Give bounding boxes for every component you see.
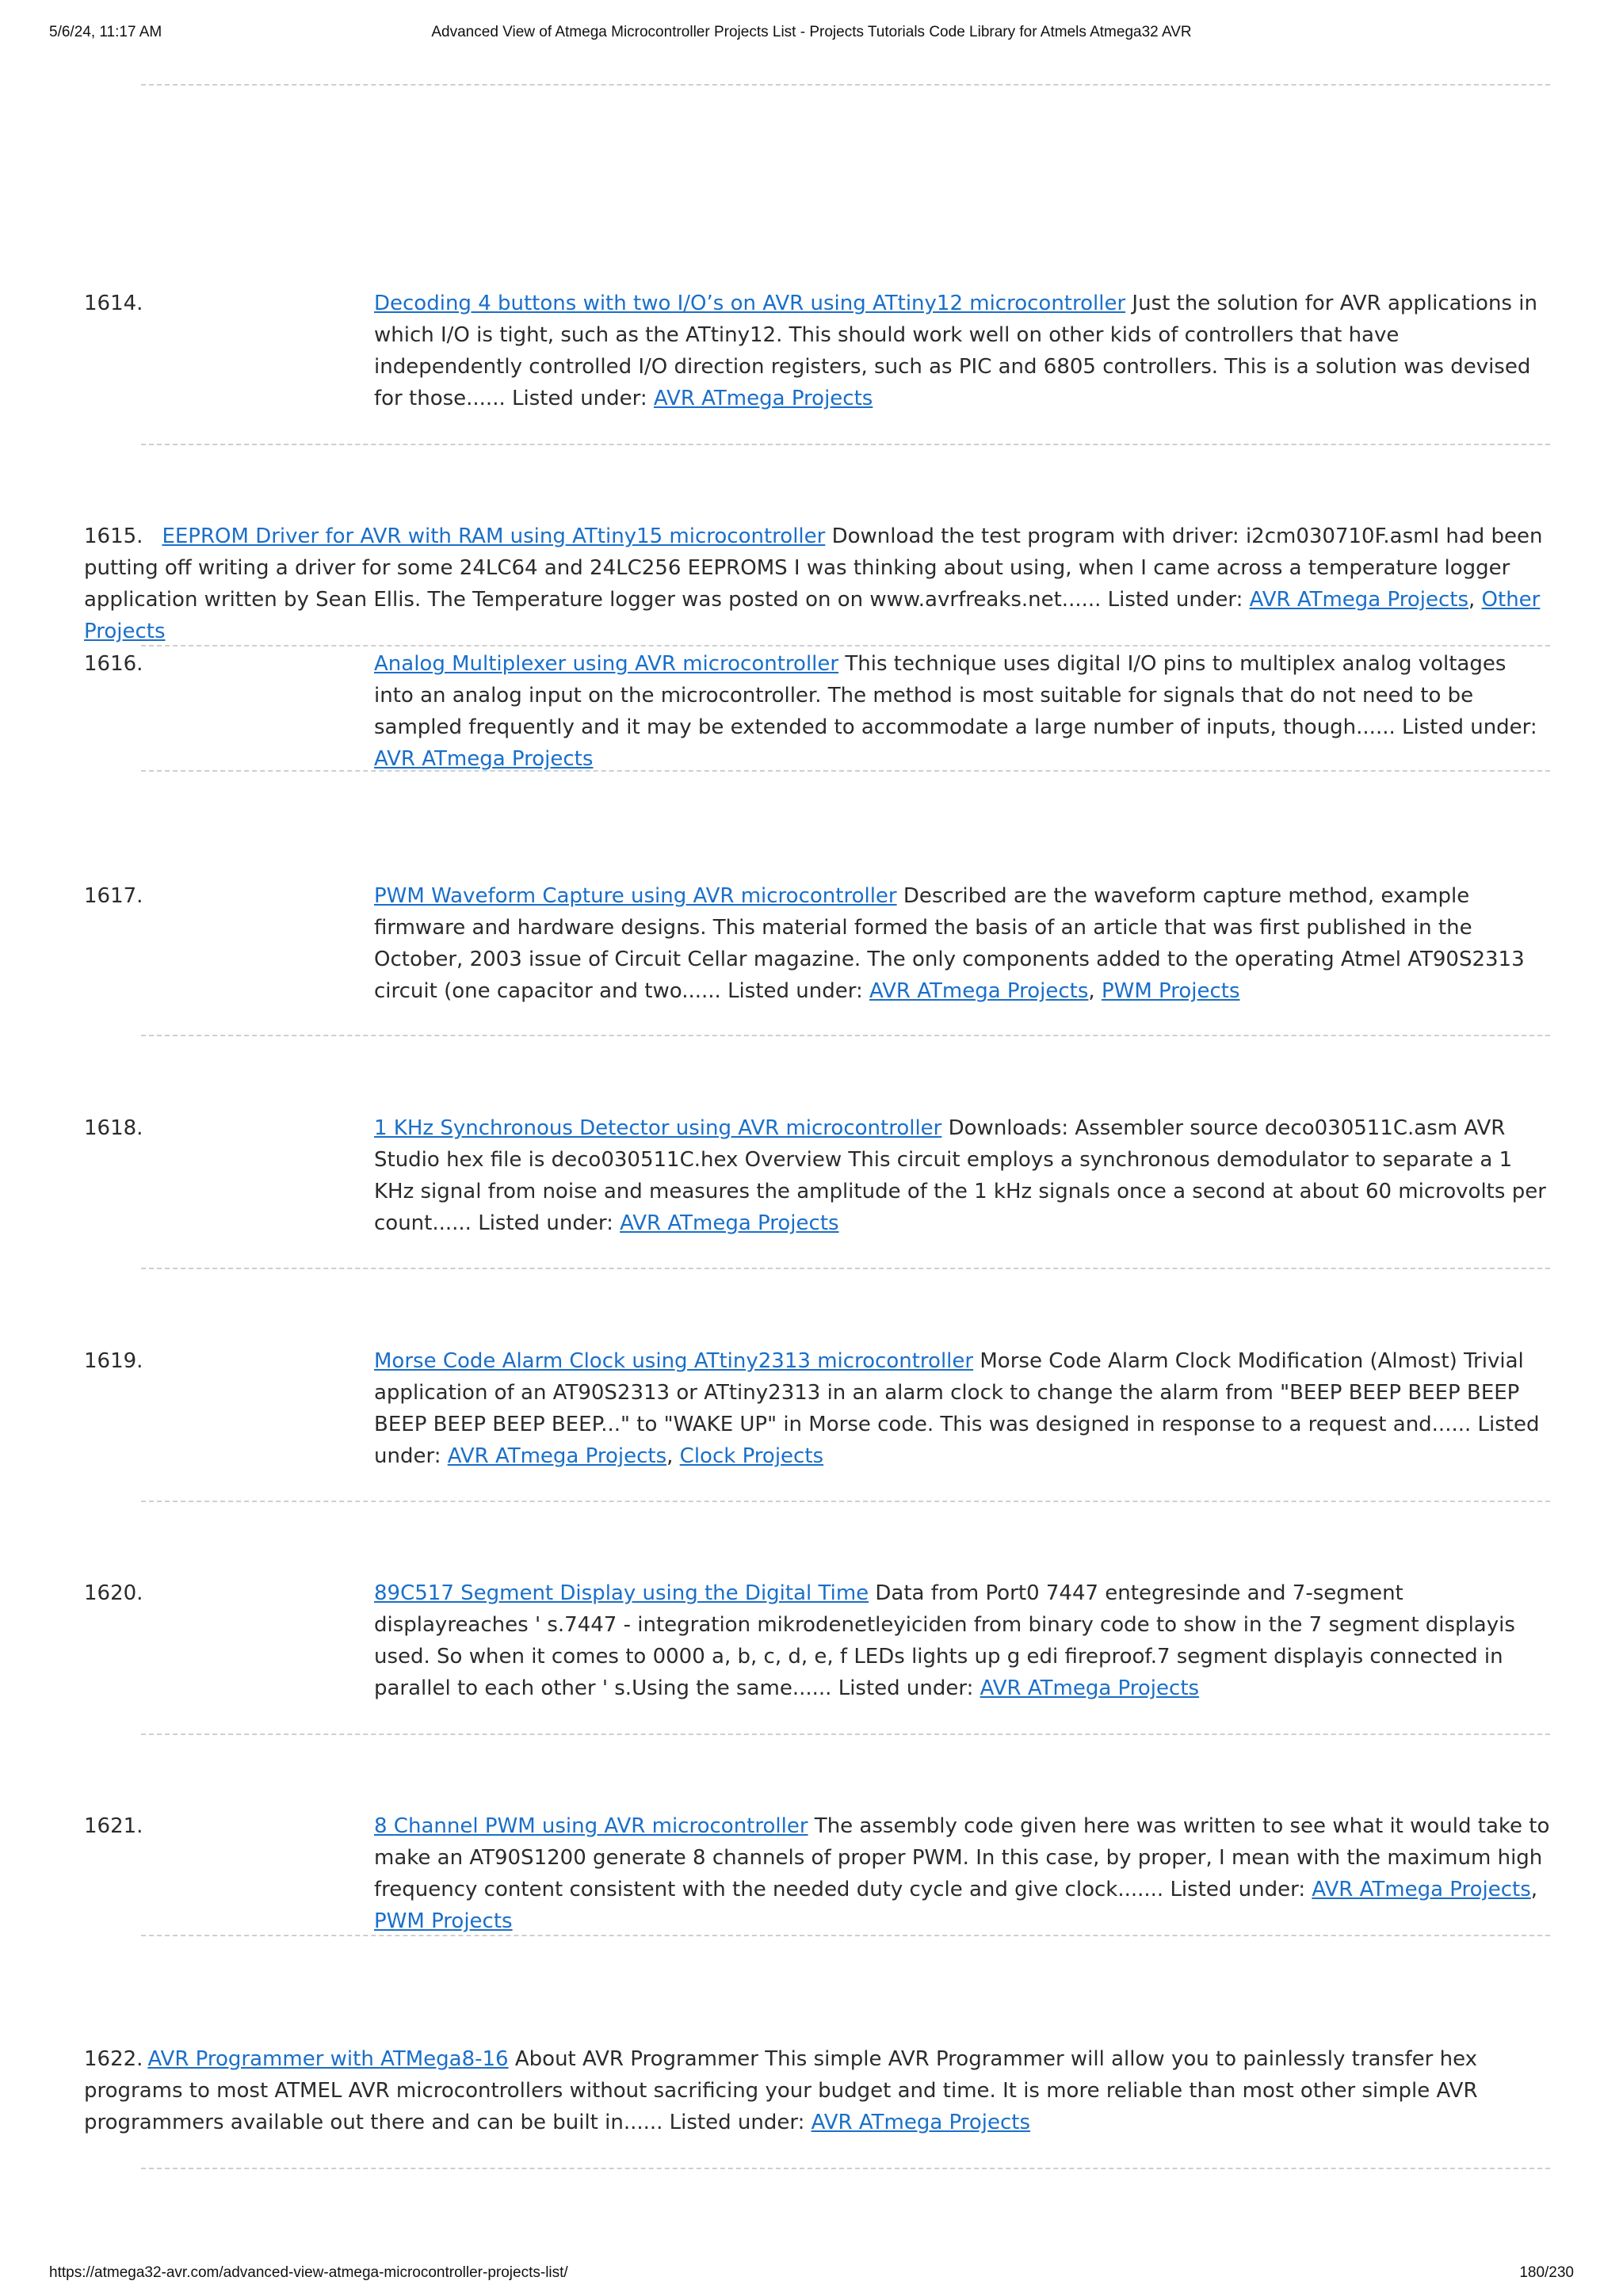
item-body — [374, 288, 1550, 414]
print-url: https://atmega32-avr.com/advanced-view-atmega-microcontroller-projects-list/ — [49, 2264, 568, 2281]
item-title-link[interactable]: Analog Multiplexer using AVR microcontroller — [374, 652, 839, 676]
separator — [141, 1268, 1550, 1269]
item-number: 1614. — [84, 292, 143, 315]
separator — [141, 770, 1550, 772]
category-link[interactable]: AVR ATmega Projects — [1312, 1878, 1531, 1901]
item-title-link[interactable]: 1 KHz Synchronous Detector using AVR microcontroller — [374, 1116, 942, 1140]
category-link[interactable]: AVR ATmega Projects — [869, 979, 1089, 1003]
item-description: This technique uses digital I/O pins to multiplex analog voltages into an analog input on the microcontroller. The method is most suitable for signals that do not need to be sampled frequently and it may be extended to accommodate a large number of inputs, though...... Listed under: — [374, 652, 1537, 739]
category-link[interactable]: AVR ATmega Projects — [653, 387, 873, 410]
item-number: 1619. — [84, 1349, 143, 1373]
category-link[interactable]: AVR ATmega Projects — [980, 1676, 1200, 1700]
item-description: Downloads: Assembler source deco030511C.asm AVR Studio hex file is deco030511C.hex Overview This circuit employs a synchronous demodulator to separate a 1 KHz signal from noise and measures the amplitude of the 1 kHz signals once a second at about 60 microvolts per count...... Listed under: — [374, 1116, 1546, 1235]
item-title-link[interactable]: Decoding 4 buttons with two I/O’s on AVR using ATtiny12 microcontroller — [374, 292, 1126, 315]
category-link[interactable]: PWM Projects — [374, 1909, 513, 1933]
item-body — [374, 1577, 1550, 1704]
item-body: Morse Code Alarm Clock using ATtiny2313 microcontroller Morse Code Alarm Clock Modification (Almost) Trivial application of an AT90S2313 or ATtiny2313 in an alarm clock to change the alarm from "BEEP BEEP BEEP BEEP BEEP BEEP BEEP BEEP..." to "WAKE UP" in Morse code. This was designed in response to a request and...... Listed under: AVR ATmega Projects, Clock Projects — [374, 1349, 1540, 1468]
item-body: 8 Channel PWM using AVR microcontroller The assembly code given here was written to see what it would take to make an AT90S1200 generate 8 channels of proper PWM. In this case, by proper, I mean with the maximum high frequency content consistent with the needed duty cycle and give clock....... Listed under: AVR ATmega Projects, PWM Projects — [374, 1814, 1550, 1933]
item-description: Download the test program with driver: i2cm030710F.asmI had been putting off writing a driver for some 24LC64 and 24LC256 EEPROMS I was thinking about using, when I came across a temperature logger application written by Sean Ellis. The Temperature logger was posted on on www.avrfreaks.net...... Listed under: — [84, 524, 1543, 612]
category-link[interactable]: AVR ATmega Projects — [1249, 588, 1469, 612]
item-title-link[interactable]: 89C517 Segment Display using the Digital Time — [374, 1581, 869, 1605]
separator — [141, 645, 1550, 646]
item-body: 1615. EEPROM Driver for AVR with RAM using ATtiny15 microcontroller Download the test program with driver: i2cm030710F.asmI had been putting off writing a driver for some 24LC64 and 24LC256 EEPROMS I was thinking about using, when I came across a temperature logger application written by Sean Ellis. The Temperature logger was posted on on www.avrfreaks.net...... Listed under: AVR ATmega Projects, Other Projects — [84, 524, 1543, 643]
item-number: 1616. — [84, 652, 143, 676]
item-title-link[interactable]: 8 Channel PWM using AVR microcontroller — [374, 1814, 808, 1838]
item-number: 1622. — [84, 2047, 143, 2071]
item-number: 1618. — [84, 1116, 143, 1140]
item-title-link[interactable]: PWM Waveform Capture using AVR microcontroller — [374, 884, 897, 908]
item-body — [374, 1112, 1550, 1239]
item-title-link[interactable]: EEPROM Driver for AVR with RAM using ATtiny15 microcontroller — [162, 524, 826, 548]
item-body — [374, 648, 1550, 775]
item-number: 1621. — [84, 1814, 143, 1838]
category-link[interactable]: AVR ATmega Projects — [447, 1444, 667, 1468]
separator — [141, 84, 1550, 86]
category-link[interactable]: AVR ATmega Projects — [620, 1211, 839, 1235]
print-header — [0, 24, 1623, 55]
item-number: 1617. — [84, 884, 143, 908]
category-link[interactable]: AVR ATmega Projects — [811, 2111, 1031, 2134]
item-number: 1620. — [84, 1581, 143, 1605]
category-link[interactable]: Clock Projects — [679, 1444, 824, 1468]
item-body: PWM Waveform Capture using AVR microcontroller Described are the waveform capture method, example firmware and hardware designs. This material formed the basis of an article that was first published in the October, 2003 issue of Circuit Cellar magazine. The only components added to the operating Atmel AT90S2313 circuit (one capacitor and two...... Listed under: AVR ATmega Projects, PWM Projects — [374, 884, 1525, 1003]
separator — [141, 444, 1550, 445]
item-title-link[interactable]: AVR Programmer with ATMega8-16 — [147, 2047, 509, 2071]
item-body — [84, 2043, 1550, 2138]
print-footer — [0, 2264, 1623, 2296]
item-number: 1615. — [84, 524, 143, 548]
print-datetime: 5/6/24, 11:17 AM — [49, 24, 162, 40]
print-page-count: 180/230 — [1519, 2264, 1574, 2281]
print-page-title: Advanced View of Atmega Microcontroller Projects List - Projects Tutorials Code Library for Atmels Atmega32 AVR — [431, 24, 1192, 40]
item-description: About AVR Programmer This simple AVR Programmer will allow you to painlessly transfer hex programs to most ATMEL AVR microcontrollers without sacrificing your budget and time. It is more reliable than most other simple AVR programmers available out there and can be built in...... Listed under: — [84, 2047, 1478, 2134]
separator — [141, 2168, 1550, 2169]
category-link[interactable]: AVR ATmega Projects — [374, 747, 594, 771]
separator — [141, 1733, 1550, 1735]
separator — [141, 1935, 1550, 1936]
item-description: Described are the waveform capture method, example firmware and hardware designs. This material formed the basis of an article that was first published in the October, 2003 issue of Circuit Cellar magazine. The only components added to the operating Atmel AT90S2313 circuit (one capacitor and two...... Listed under: — [374, 884, 1525, 1003]
separator — [141, 1501, 1550, 1502]
item-description: Data from Port0 7447 entegresinde and 7-segment displayreaches ' s.7447 - integration mikrodenetleyiciden from binary code to show in the 7 segment displayis used. So when it comes to 0000 a, b, c, d, e, f LEDs lights up g edi fireproof.7 segment displayis connected in parallel to each other ' s.Using the same...... Listed under: — [374, 1581, 1515, 1700]
item-description: Morse Code Alarm Clock Modification (Almost) Trivial application of an AT90S2313 or ATtiny2313 in an alarm clock to change the alarm from "BEEP BEEP BEEP BEEP BEEP BEEP BEEP BEEP..." to "WAKE UP" in Morse code. This was designed in response to a request and...... Listed under: — [374, 1349, 1540, 1468]
category-link[interactable]: PWM Projects — [1101, 979, 1240, 1003]
item-description: The assembly code given here was written to see what it would take to make an AT90S1200 generate 8 channels of proper PWM. In this case, by proper, I mean with the maximum high frequency content consistent with the needed duty cycle and give clock....... Listed under: — [374, 1814, 1550, 1901]
category-link[interactable]: Other Projects — [84, 588, 1541, 643]
item-title-link[interactable]: Morse Code Alarm Clock using ATtiny2313 microcontroller — [374, 1349, 974, 1373]
separator — [141, 1035, 1550, 1036]
item-description: Just the solution for AVR applications in which I/O is tight, such as the ATtiny12. This should work well on other kids of controllers that have independently controlled I/O direction registers, such as PIC and 6805 controllers. This is a solution was devised for those...... Listed under: — [374, 292, 1537, 410]
